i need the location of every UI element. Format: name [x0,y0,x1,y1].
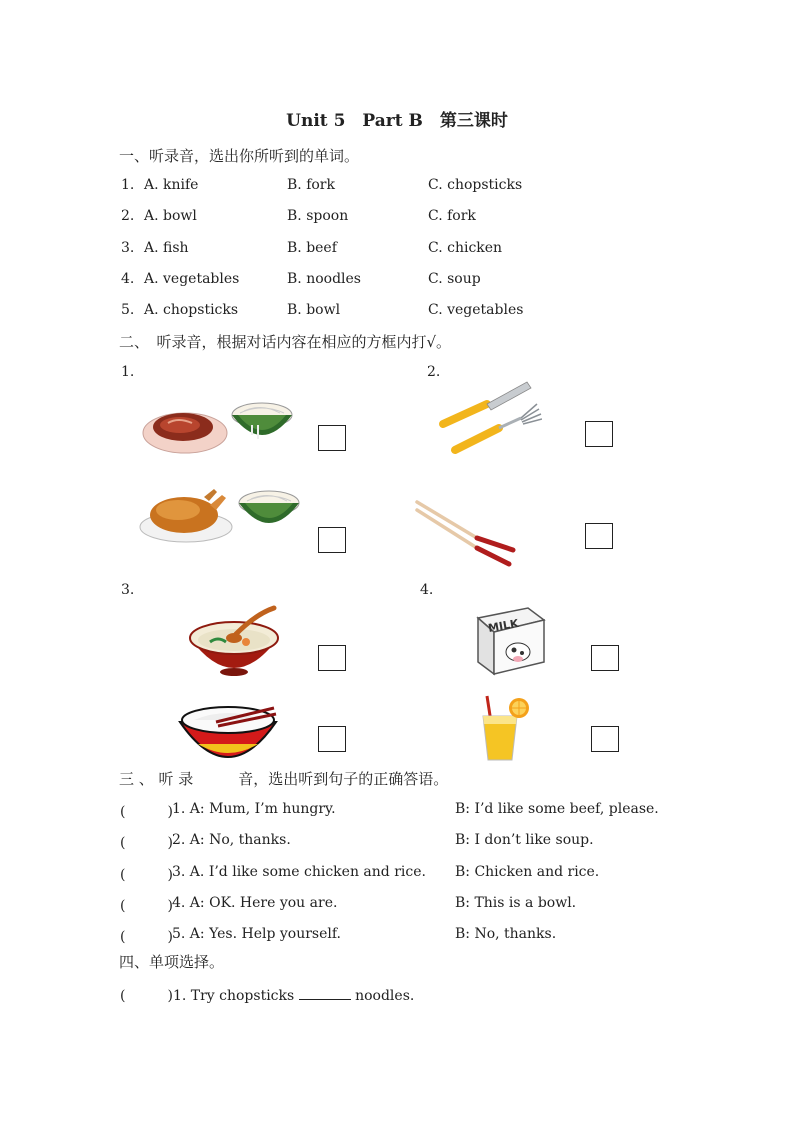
s3-option-a-1: 1. A: Mum, I’m hungry. [172,801,336,817]
s3-option-b-2: B: I don’t like soup. [455,832,594,848]
s1-option-c-4: C. soup [428,271,481,287]
s3-paren-3[interactable]: ( ) [120,867,173,883]
section4-heading: 四、单项选择。 [119,953,225,971]
page-title: Unit 5 Part B 第三课时 [286,111,508,131]
s1-option-c-5: C. vegetables [428,302,524,318]
s4-q1-after: noodles. [355,988,415,1004]
chopsticks-image [413,496,519,568]
s1-option-a-2: A. bowl [144,208,197,224]
s4-q1-before: 1. Try chopsticks [172,988,295,1004]
soup-image [186,604,282,678]
s2-num-1: 1. [121,364,135,380]
s1-num-1: 1. [121,177,135,193]
s2-num-2: 2. [427,364,441,380]
s1-num-3: 3. [121,240,135,256]
section1-heading: 一、听录音，选出你所听到的单词。 [119,147,360,165]
s1-num-5: 5. [121,302,135,318]
s2-q3-checkbox-top[interactable] [318,645,346,671]
s2-q2-checkbox-top[interactable] [585,421,613,447]
s1-option-a-4: A. vegetables [144,271,240,287]
s2-q4-checkbox-top[interactable] [591,645,619,671]
s3-option-b-1: B: I’d like some beef, please. [455,801,659,817]
s1-option-c-2: C. fork [428,208,476,224]
s3-paren-4[interactable]: ( ) [120,898,173,914]
s1-num-2: 2. [121,208,135,224]
juice-glass-image [477,692,535,764]
s2-q3-checkbox-bottom[interactable] [318,726,346,752]
s1-option-b-1: B. fork [287,177,335,193]
s3-option-a-5: 5. A: Yes. Help yourself. [172,926,341,942]
chicken-noodles-image [138,485,303,547]
s2-num-3: 3. [121,582,135,598]
s1-option-a-3: A. fish [144,240,189,256]
s1-num-4: 4. [121,271,135,287]
s1-option-b-3: B. beef [287,240,337,256]
s3-option-b-3: B: Chicken and rice. [455,864,600,880]
s3-paren-2[interactable]: ( ) [120,835,173,851]
s2-q2-checkbox-bottom[interactable] [585,523,613,549]
s2-num-4: 4. [420,582,434,598]
section3-heading: 三 、 听 录 音，选出听到句子的正确答语。 [119,770,449,788]
s3-option-a-3: 3. A. I’d like some chicken and rice. [172,864,426,880]
s1-option-a-1: A. knife [144,177,199,193]
s3-paren-1[interactable]: ( ) [120,804,173,820]
s3-option-b-4: B: This is a bowl. [455,895,577,911]
s2-q4-checkbox-bottom[interactable] [591,726,619,752]
s4-q1 [120,985,414,1005]
s3-option-b-5: B: No, thanks. [455,926,557,942]
knife-fork-image [437,378,542,456]
milk-carton-image [470,604,550,676]
s3-option-a-4: 4. A: OK. Here you are. [172,895,338,911]
beef-noodles-image [140,385,300,465]
rice-image [178,700,278,768]
s1-option-c-3: C. chicken [428,240,503,256]
s4-q1-paren[interactable]: ( ) [120,988,173,1004]
s3-option-a-2: 2. A: No, thanks. [172,832,291,848]
s3-paren-5[interactable]: ( ) [120,929,173,945]
milk-carton-label: MILK [487,616,520,635]
s2-q1-checkbox-bottom[interactable] [318,527,346,553]
s1-option-b-4: B. noodles [287,271,361,287]
section2-heading: 二、 听录音，根据对话内容在相应的方框内打√。 [119,333,452,351]
s1-option-b-2: B. spoon [287,208,349,224]
s1-option-b-5: B. bowl [287,302,341,318]
s1-option-c-1: C. chopsticks [428,177,523,193]
s2-q1-checkbox-top[interactable] [318,425,346,451]
s4-q1-blank[interactable] [299,986,351,1000]
s1-option-a-5: A. chopsticks [144,302,239,318]
